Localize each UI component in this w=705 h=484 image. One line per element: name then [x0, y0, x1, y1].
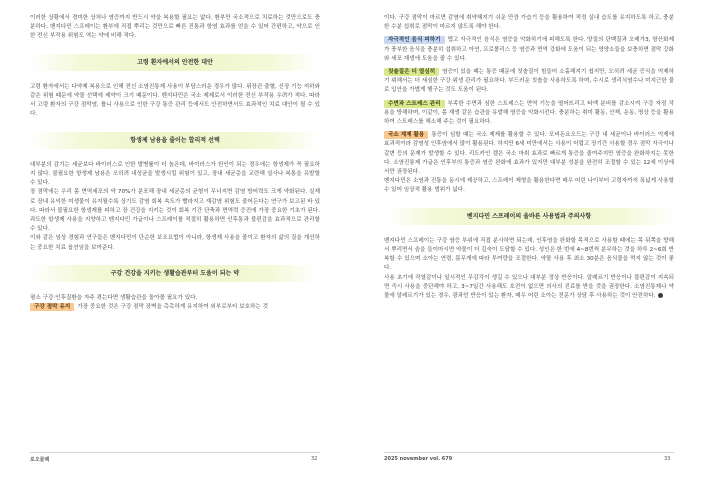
habit-item-spicy	[384, 36, 674, 64]
section-heading-antibiotics: 항생제 남용을 줄이는 합리적 선택	[30, 132, 320, 149]
habit-text-spicy: 맵고 자극적인 음식은 염증을 악화하기에 피해도록 한다. 양질의 단백질과 오메가3, 항산화제가 풍부한 음식을 충분히 섭취하고 아연, 프로폴리스 등 염증과 면역 강화에 도움이 되는 영양소들을 보충하면 점막 강화와 세포 재생에 도움을 줄 수 있다.	[384, 37, 674, 62]
habit-tag-spicy: 자극적인 음식 피하기	[384, 36, 445, 44]
footer-left-label: 로오물팩	[30, 457, 50, 463]
habit-item-brushing	[384, 68, 674, 96]
habit-text-sleep: 부족한 수면과 심한 스트레스는 면역 기능을 떨어뜨리고 타액 분비를 감소시켜 구강 자정 작용을 방해하며, 이같이, 몸 재생 같은 습관을 유발해 염증을 악화시킨다. 충분하는 취미 활동, 산책, 운동, 명상 등을 활용하여 스트레스를 해소해 주는 것이 필요하다.	[384, 100, 674, 126]
footer-rule-left	[30, 452, 320, 453]
habit-tag-brushing: 칫솔질은 더 열심히	[384, 68, 439, 76]
left-intro: 이러한 상황에서 경미한 상처나 염증까지 반드시 약을 복용할 필요는 없다. 환부만 국소적으로 치료하는 것만으로도 충분하다. 벤지다민 스프레이는 환부에 직접 뿌리는 것만으로 빠른 진통과 항염 효과를 얻을 수 있어 간편하고, 약으로 인한 전신 부작용 위험도 역는 약에 비해 적다.	[30, 15, 320, 40]
section-heading-usage: 벤지다민 스프레이의 올바른 사용법과 주의사항	[384, 208, 674, 225]
footer-right-label: 2025 november vol. 679	[384, 456, 453, 462]
right-intro: 이다. 구강 점막이 마르면 감염에 취약해지기 쉬운 만큼 가습기 등을 활용하여 적정 실내 습도를 유지하도록 하고, 충분한 수분 섭취로 점막이 마르지 않도록 해야 한다.	[384, 15, 674, 31]
end-mark-icon	[658, 293, 663, 298]
habit-item-mucosa	[30, 303, 320, 312]
section-body-elderly: 고령 환자에서는 다약제 복용으로 인해 전신 소염진통제 사용이 부담스러운 경우가 많다. 위장관 출혈, 신장 기능 저하와 같은 위험 때문에 약물 선택에 제약이 크기 때문이다. 벤지다민은 국소 제제로서 이러한 전신 부작용 우려가 적다. 따라서 고령 환자의 구강 점막염, 틀니 사용으로 인한 구강 통증 관리 등에서도 안전하면서도 효과적인 치료 대안이 될 수 있다.	[30, 83, 320, 118]
habit-item-sleep	[384, 100, 674, 128]
habit-text-brushing: 염증이 있을 때는 통증 때문에 칫솔질이 힘들어 소홀해지기 쉽지만, 오히려 세균 증식을 억제하기 위해서는 더 세심한 구강 위생 관리가 필요하다. 부드러운 칫솔을 사용하도록 하며, 수시로 생리식염수나 미지근한 물로 입안을 가볍게 헹구는 것도 도움이 된다.	[384, 69, 674, 94]
page-number-left: 32	[311, 456, 318, 462]
habit-tag-topical: 국소 제제 활용	[384, 131, 428, 139]
section-body-usage-1: 벤지다민 스프레이는 구강 염증 부위에 직접 분사하면 되는데, 인후염을 완화할 목적으로 사용할 때에는 목 뒤쪽을 향해서 뿌리면서 숨을 들이마시면 약물이 더 깊숙이 도달할 수 있다. 성인은 한 번에 4~8번씩 분무하는 것을 하루 2~6회 반복할 수 있으며 소아는 연령, 몸무게에 따라 투여량을 조절한다. 약물 사용 후 최소 30분은 음식물을 먹지 않는 것이 좋다.	[384, 237, 674, 272]
section-body-habits-intro: 평소 구강·인후질환을 자주 겪는다면 생활습관을 돌아볼 필요가 있다.	[30, 295, 198, 302]
habit-tag-sleep: 수면과 스트레스 관리	[384, 100, 445, 108]
section-heading-habits: 구강 건강을 지키는 생활습관부터 도움이 되는 약	[30, 265, 320, 282]
section-body-usage-2	[384, 274, 674, 302]
section-body-antibiotics-3: 이와 같은 임상 경험과 연구들은 벤지다민이 단순한 보조요법이 아니라, 항생제 사용을 줄이고 환자의 삶의 질을 개선하는 중요한 치료 옵션임을 보여준다.	[30, 235, 320, 251]
section-body-antibiotics-2: 장 점막에는 우리 몸 면역세포의 약 70%가 분포해 장내 세균총의 균형이 무너지면 감염 방어력도 크게 약화된다. 실제로 장내 유익한 미생물이 유지될수록 상기도 감염 회복 속도가 빨라지고 재감염 위험도 줄어든다는 연구가 보고된 바 있다. 따라서 불필요한 항생제를 피하고 장 건강을 지키는 것이 회복 기간 단축과 면역력 증진에 가장 중요한 기초가 된다. 과도한 항생제 사용을 지양하고 벤지다민 가글이나 스프레이를 적절히 활용하면 인후통과 불편감을 효과적으로 관리할 수 있다.	[30, 189, 320, 233]
habit-item-topical	[384, 131, 674, 177]
page-number-right: 33	[664, 456, 671, 462]
habit-text-topical-2: 벤지다민은 소염과 진통을 동시에 제공하고, 스프레이 제형을 활용한다면 매우 어린 나이부터 고령자까지 폭넓게 사용할 수 있어 임상적 활용 범위가 넓다.	[384, 178, 674, 194]
habit-text-mucosa: 가장 중요한 것은 구강 점막 장벽을 촉촉하게 유지하여 외부로부터 보호하는 것	[77, 304, 269, 311]
right-column	[384, 14, 674, 301]
footer-rule-right	[384, 452, 674, 453]
habit-text-topical: 통증이 심할 때는 국소 제제를 활용할 수 있다. 포비돈요오드는 구강 내 세균이나 바이러스 억제에 효과적이라 감염성 인후염에서 많이 활용된다. 하지만 6세 미만에서는 사용이 어렵고 장기간 사용할 경우 점막 자극이나 갈변 등의 문제가 발생할 수 있다. 리도카인 겔은 국소 마취 효과로 빠르게 통증을 줄여주지만 염증을 완화하지는 못한다. 소염진통제 가글은 인후부의 통증과 염증 완화에 효과가 있지만 대부분 성분을 완전히 조절할 수 있는 12세 이상에서만 권장된다.	[384, 132, 674, 176]
section-body-usage-2-text: 사용 초기에 작열감이나 일시적인 무감각이 생길 수 있으나 대부분 정상 반응이다. 알레르기 반응이나 불편감이 지속되면 즉시 사용을 중단해야 하고, 3~7일간 사용해도 호전이 없으면 의사의 진료를 받을 것을 권장한다. 소염진통제나 약물에 알레르기가 있는 경우, 광과민 반응이 있는 환자, 매우 어린 소아는 전문가 상담 후 사용하는 것이 안전하다.	[384, 274, 674, 300]
habit-tag-mucosa: 구강 점막 유지	[30, 303, 74, 311]
section-heading-elderly: 고령 환자에서의 안전한 대안	[30, 54, 320, 71]
section-body-antibiotics-1: 대부분의 감기는 세균보다 바이러스로 인한 발병률이 더 높은데, 바이러스가 원인이 되는 경우에는 항생제가 꼭 필요하지 않다. 불필요한 항생제 남용은 오히려 내성균을 발생시킬 위험이 있고, 장내 세균총을 교란해 설사나 복통을 유발할 수 있다.	[30, 161, 320, 187]
left-column	[30, 14, 320, 312]
